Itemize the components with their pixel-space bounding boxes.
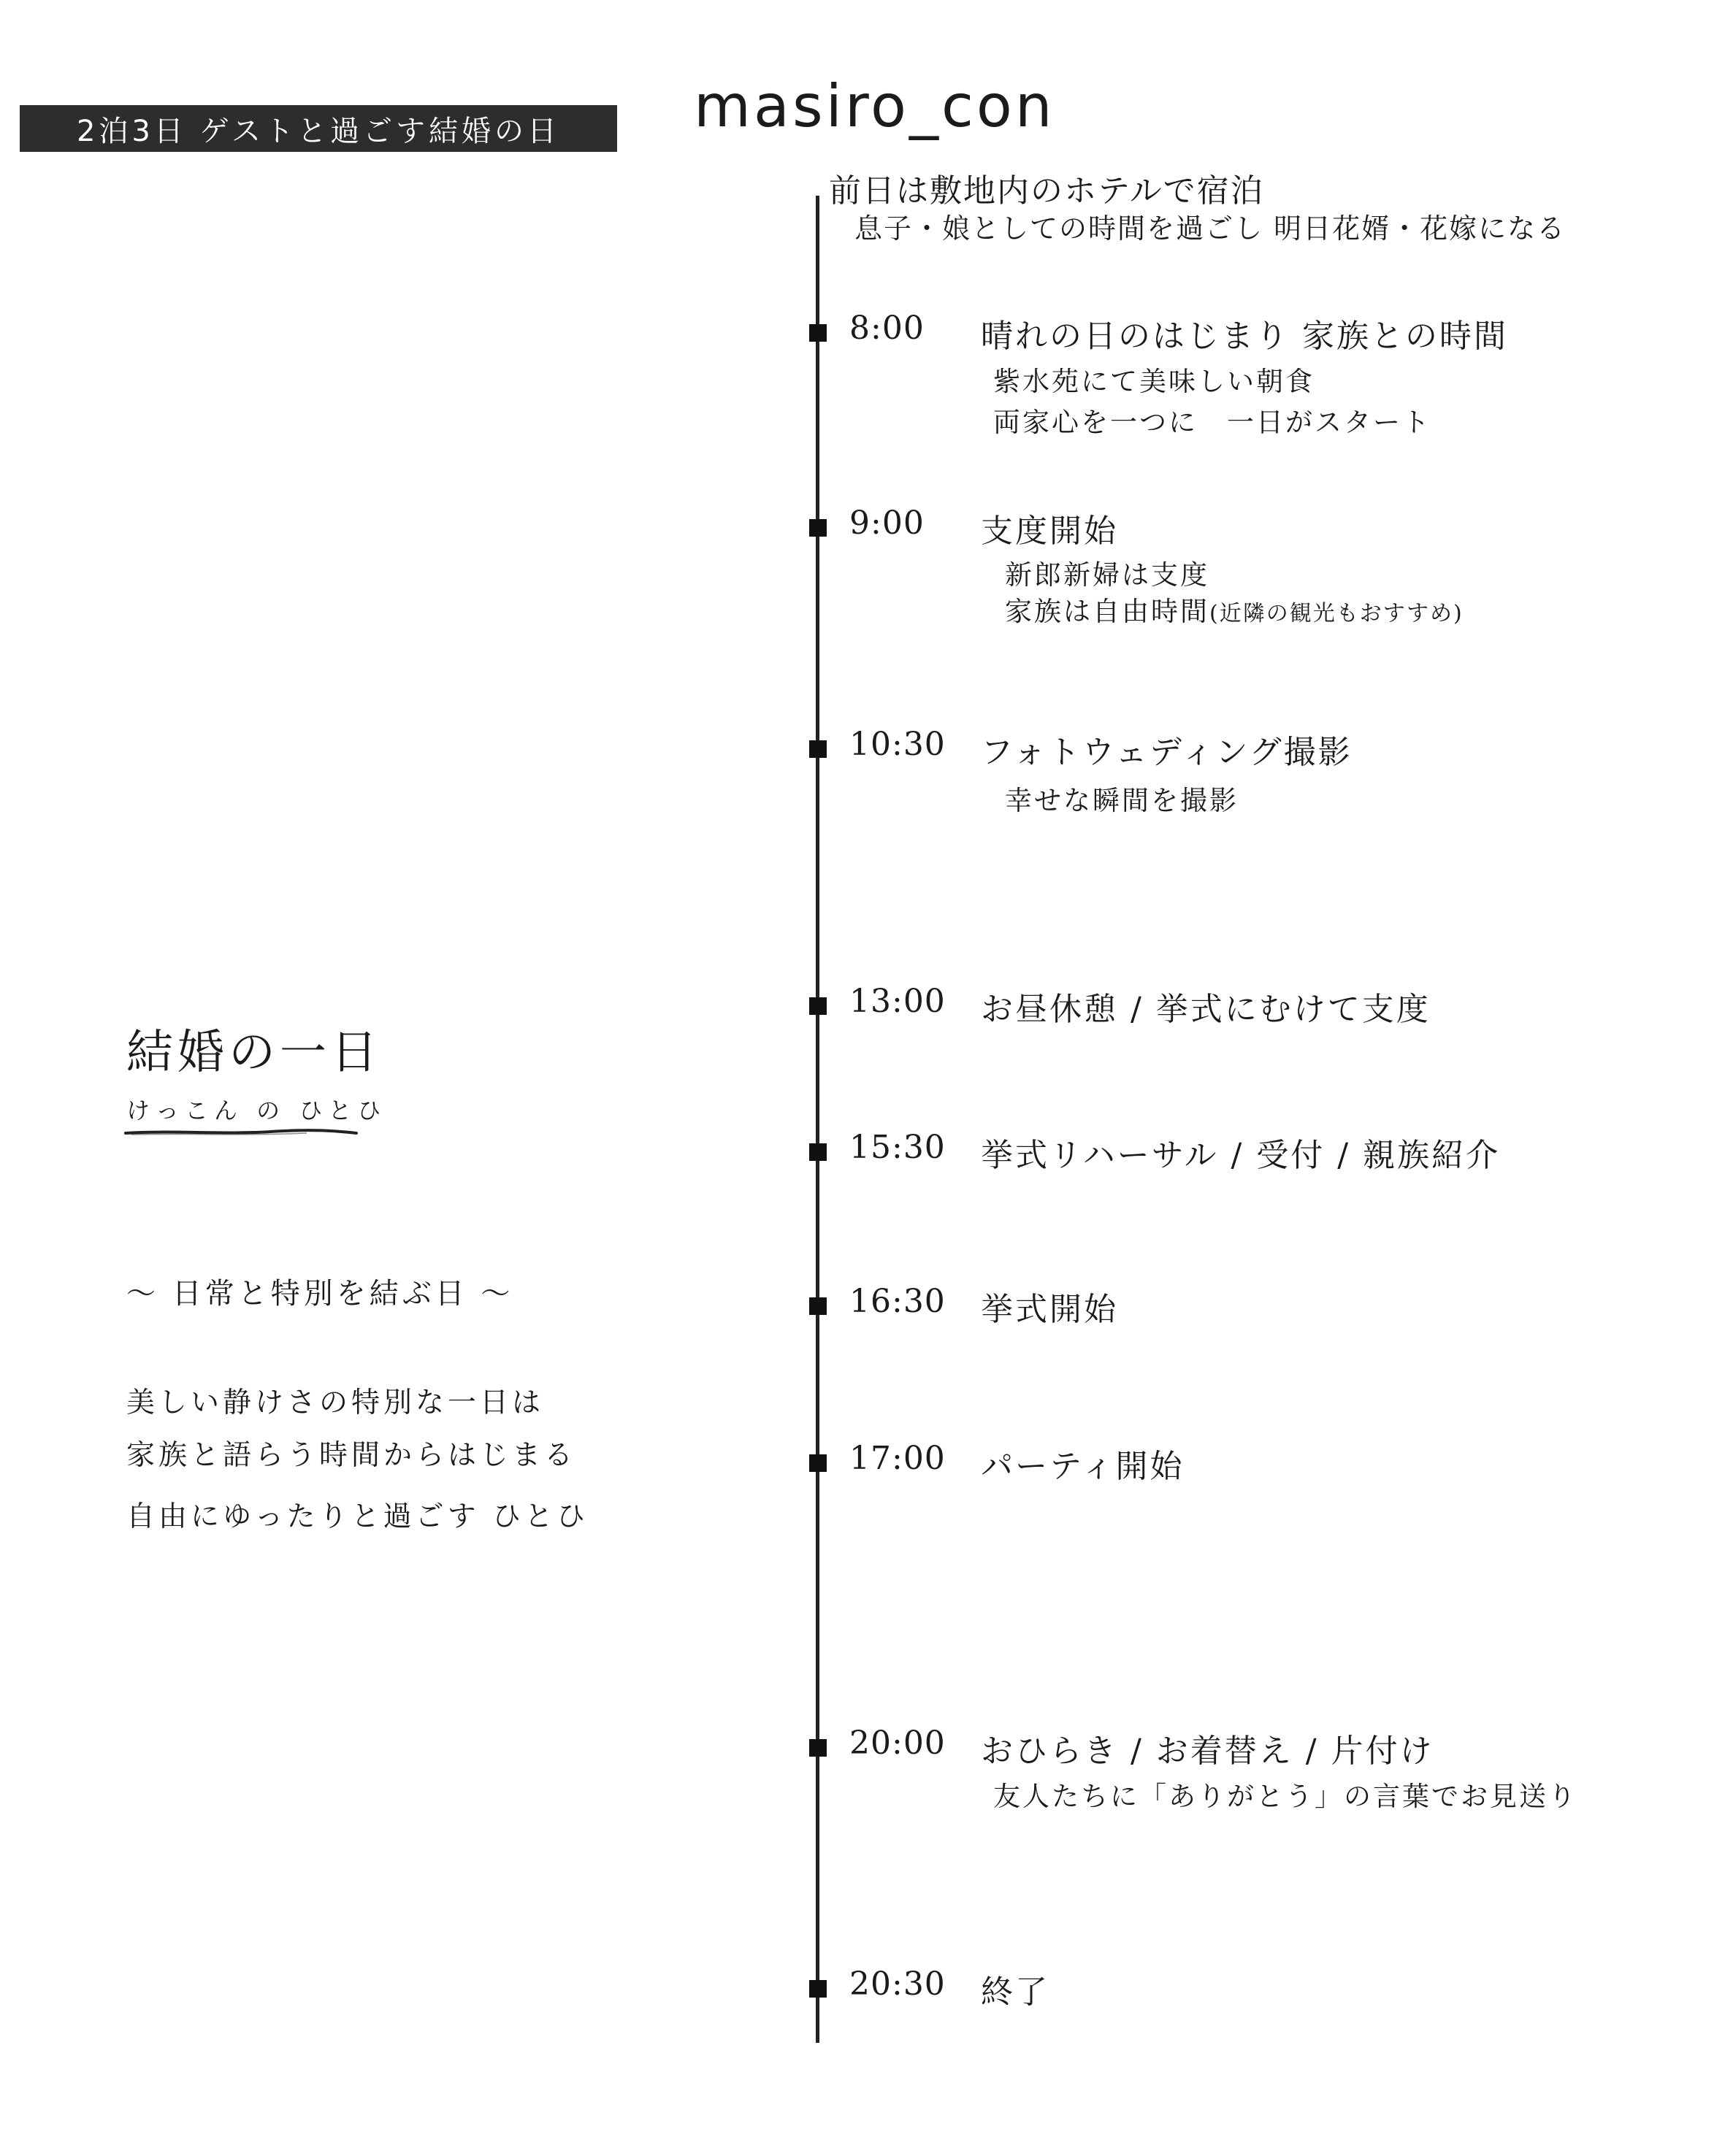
event-time: 10:30	[849, 726, 946, 763]
event-time: 8:00	[849, 310, 925, 347]
timeline-marker	[809, 519, 827, 537]
tagline: 〜 日常と特別を結ぶ日 〜	[126, 1277, 514, 1311]
day-title: 結婚の一日	[126, 1026, 382, 1080]
event-note: 幸せな瞬間を撮影	[1005, 785, 1239, 816]
brush-underline	[124, 1127, 358, 1138]
event-time: 15:30	[849, 1129, 946, 1166]
event-title: パーティ開始	[981, 1448, 1185, 1485]
event-title: 支度開始	[981, 513, 1118, 550]
brand-name: masiro_con	[694, 72, 1055, 140]
description-line: 自由にゆったりと過ごす ひとひ	[126, 1500, 589, 1533]
event-time: 13:00	[849, 983, 946, 1020]
event-title: お昼休憩 / 挙式にむけて支度	[981, 991, 1431, 1028]
event-time: 16:30	[849, 1283, 946, 1320]
intro-subtext: 息子・娘としての時間を過ごし 明日花婿・花嫁になる	[854, 212, 1567, 245]
timeline-marker	[809, 1297, 827, 1315]
event-time: 9:00	[849, 505, 925, 542]
timeline-marker	[809, 740, 827, 758]
day-title-reading: けっこん の ひとひ	[126, 1097, 387, 1124]
description-line: 美しい静けさの特別な一日は	[126, 1386, 545, 1419]
event-title: 晴れの日のはじまり 家族との時間	[981, 318, 1508, 355]
timeline-axis	[816, 196, 819, 2043]
event-note: 新郎新婦は支度	[1005, 559, 1209, 591]
event-note: 紫水苑にて美味しい朝食	[993, 366, 1315, 397]
event-title: 挙式リハーサル / 受付 / 親族紹介	[981, 1137, 1501, 1174]
intro-heading: 前日は敷地内のホテルで宿泊	[829, 172, 1264, 210]
event-title: 終了	[981, 1973, 1049, 2011]
event-note: 家族は自由時間	[1005, 596, 1209, 627]
event-time: 17:00	[849, 1440, 946, 1477]
timeline-marker	[809, 1980, 827, 1998]
timeline-marker	[809, 1739, 827, 1757]
event-time: 20:00	[849, 1725, 946, 1762]
timeline-marker	[809, 1143, 827, 1161]
event-title: おひらき / お着替え / 片付け	[981, 1733, 1434, 1770]
event-time: 20:30	[849, 1965, 946, 2003]
event-note-small: (近隣の観光もおすすめ)	[1209, 601, 1464, 626]
timeline-marker	[809, 324, 827, 342]
event-title: フォトウェディング撮影	[981, 734, 1353, 771]
event-note: 友人たちに「ありがとう」の言葉でお見送り	[993, 1781, 1577, 1812]
header-badge: 2泊3日 ゲストと過ごす結婚の日	[20, 105, 617, 152]
event-note-row	[1005, 589, 1464, 629]
description-line: 家族と語らう時間からはじまる	[126, 1439, 577, 1472]
timeline-marker	[809, 1454, 827, 1472]
event-note: 両家心を一つに 一日がスタート	[993, 407, 1431, 438]
timeline-marker	[809, 997, 827, 1015]
event-title: 挙式開始	[981, 1291, 1118, 1328]
